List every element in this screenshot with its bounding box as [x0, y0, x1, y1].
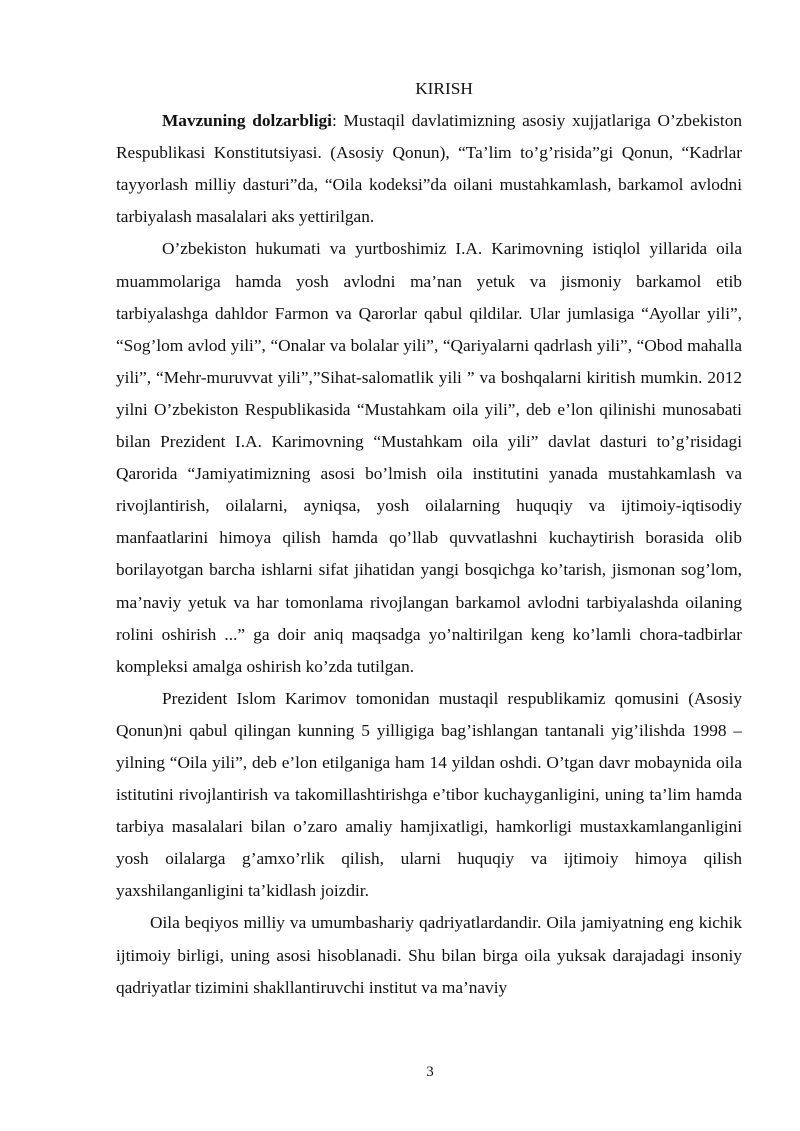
paragraph-family-year: Prezident Islom Karimov tomonidan mustaqil respublikamiz qomusini (Asosiy Qonun)ni qabul qilingan kunning 5 yilligiga bag’ishlangan tantanali yig’ilishda 1998 – yilning “Oila yili”, deb e’lon etilganiga ham 14 yildan oshdi. O’tgan davr mobaynida oila istitutini rivojlantirish va takomillashtirishga e’tibor kuchayganligini, uning ta’lim hamda tarbiya masalalari bilan o’zaro amaliy hamjixatligi, hamkorligi mustaxkamlanganligini yosh oilalarga g’amxo’rlik qilish, ularni huquqiy va ijtimoiy himoya qilish yaxshilanganligini ta’kidlash joizdir. [116, 688, 742, 901]
paragraph-family-values: Oila beqiyos milliy va umumbashariy qadriyatlardandir. Oila jamiyatning eng kichik ijtimoiy birligi, uning asosi hisoblanadi. Shu bilan birga oila yuksak darajadagi insoniy qadriyatlar tizimini shakllantiruvchi institut va ma’naviy [116, 913, 742, 997]
paragraph-text: : Mustaqil davlatimizning asosiy xujjatlariga O’zbekiston Respublikasi Konstitutsiyasi. (Asosiy Qonun), “Ta’lim to’g’risida”gi Qonun, “Kadrlar tayyorlash milliy dasturi”da, “Oila kodeksi”da oilani mustahkamlash, barkamol avlodni tarbiyalash masalalari aks yettirilgan. [116, 111, 742, 227]
paragraph-lead-bold: Mavzuning dolzarbligi [162, 111, 332, 131]
section-title: KIRISH [415, 79, 473, 98]
page-number: 3 [426, 1064, 434, 1080]
paragraph-government-decrees: O’zbekiston hukumati va yurtboshimiz I.A. Karimovning istiqlol yillarida oila muammolariga hamda yosh avlodni ma’nan yetuk va jismoniy barkamol etib tarbiyalashga dahldor Farmon va Qarorlar qabul qildilar. Ular jumlasiga “Ayollar yili”, “Sog’lom avlod yili”, “Onalar va bolalar yili”, “Qariyalarni qadrlash yili”, “Obod mahalla yili”, “Mehr-muruvvat yili”,”Sihat-salomatlik yili ” va boshqalarni kiritish mumkin. 2012 yilni O’zbekiston Respublikasida “Mustahkam oila yili”, deb e’lon qilinishi munosabati bilan Prezident I.A. Karimovning “Mustahkam oila yili” davlat dasturi to’g’risidagi Qarorida “Jamiyatimizning asosi bo’lmish oila institutini yanada mustahkamlash va rivojlantirish, oilalarni, ayniqsa, yosh oilalarning huquqiy va ijtimoiy-iqtisodiy manfaatlarini himoya qilish hamda qo’llab quvvatlashni kuchaytirish borasida olib borilayotgan barcha ishlarni sifat jihatidan yangi bosqichga ko’tarish, jismonan sog’lom, ma’naviy yetuk va har tomonlama rivojlangan barkamol avlodni tarbiyalashda oilaning rolini oshirish ...” ga doir aniq maqsadga yo’naltirilgan keng ko’lamli chora-tadbirlar kompleksi amalga oshirish ko’zda tutilgan. [116, 239, 742, 676]
paragraph-relevance [116, 105, 742, 233]
document-body [116, 73, 742, 1004]
